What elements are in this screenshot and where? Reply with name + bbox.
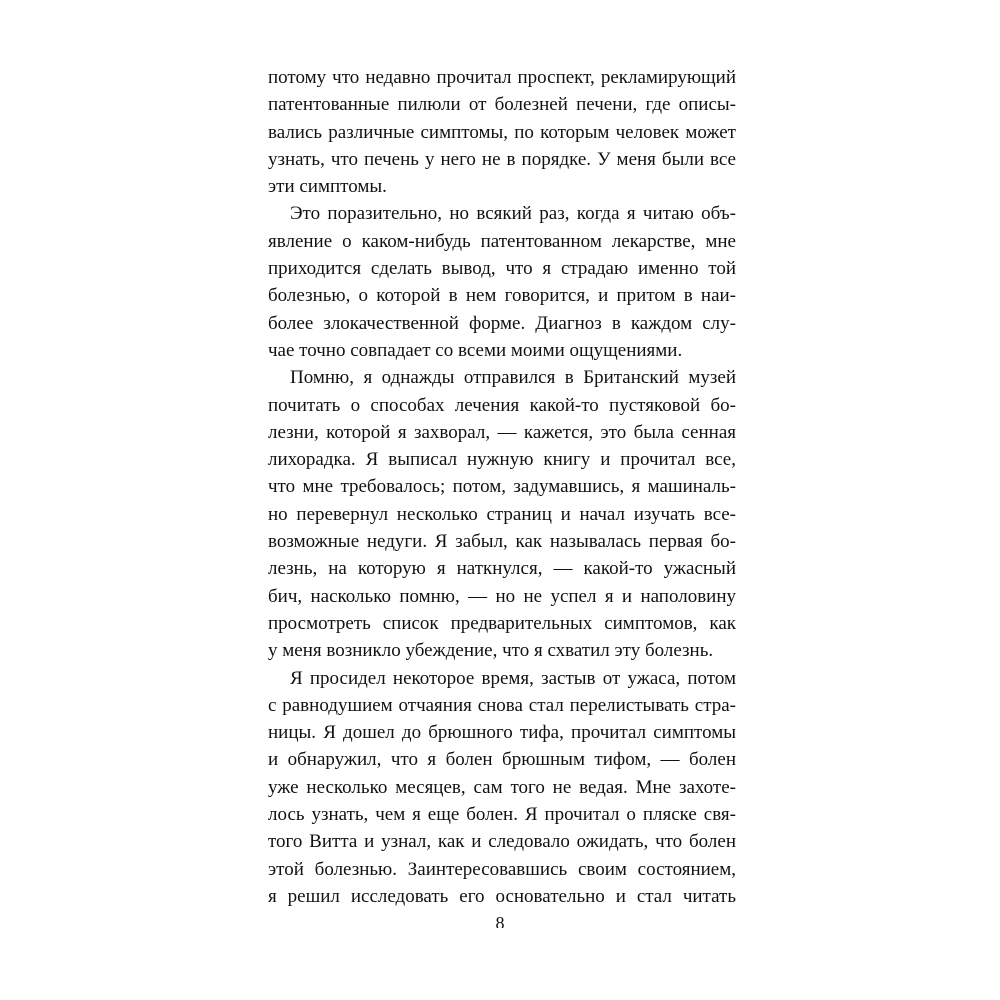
text-line: я решил исследовать его основательно и стал читать bbox=[268, 885, 736, 907]
text-line: уже несколько месяцев, сам того не ведая. Мне захоте- bbox=[268, 776, 736, 798]
text-line: Это поразительно, но всякий раз, когда я читаю объ- bbox=[290, 203, 736, 225]
text-line: с равнодушием отчаяния снова стал перелистывать стра- bbox=[268, 694, 736, 716]
text-line: просмотреть список предварительных симптомов, как bbox=[268, 612, 736, 634]
text-line: но перевернул несколько страниц и начал изучать все- bbox=[268, 503, 736, 525]
page-number: 8 bbox=[495, 914, 505, 928]
text-line: эти симптомы. bbox=[268, 176, 387, 198]
text-line: лихорадка. Я выписал нужную книгу и прочитал все, bbox=[268, 449, 736, 471]
text-line: и обнаружил, что я болен брюшным тифом, — болен bbox=[268, 749, 736, 771]
text-line: возможные недуги. Я забыл, как называлась первая бо- bbox=[268, 531, 736, 553]
text-line: узнать, что печень у него не в порядке. У меня были все bbox=[268, 148, 736, 170]
text-line: лось узнать, чем я еще болен. Я прочитал о пляске свя- bbox=[268, 804, 736, 826]
text-line: ницы. Я дошел до брюшного тифа, прочитал симптомы bbox=[268, 722, 736, 744]
text-line: что мне требовалось; потом, задумавшись, я машиналь- bbox=[268, 476, 736, 498]
text-line: этой болезнью. Заинтересовавшись своим состоянием, bbox=[268, 858, 736, 880]
text-line: явление о каком-нибудь патентованном лекарстве, мне bbox=[268, 230, 736, 252]
text-line: того Витта и узнал, как и следовало ожидать, что болен bbox=[268, 831, 736, 853]
text-line: Я просидел некоторое время, застыв от ужаса, потом bbox=[290, 667, 736, 689]
body-text bbox=[268, 64, 736, 910]
text-line: у меня возникло убеждение, что я схватил эту болезнь. bbox=[268, 640, 714, 662]
text-line: Помню, я однажды отправился в Британский музей bbox=[290, 367, 736, 389]
text-line: почитать о способах лечения какой-то пустяковой бо- bbox=[268, 394, 736, 416]
text-line: лезни, которой я захворал, — кажется, это была сенная bbox=[268, 421, 736, 443]
text-line: лезнь, на которую я наткнулся, — какой-то ужасный bbox=[268, 558, 736, 580]
text-line: бич, насколько помню, — но не успел я и наполовину bbox=[268, 585, 736, 607]
text-line: чае точно совпадает со всеми моими ощущениями. bbox=[268, 339, 683, 361]
text-line: более злокачественной форме. Диагноз в каждом слу- bbox=[268, 312, 736, 334]
text-line: патентованные пилюли от болезней печени, где описы- bbox=[268, 94, 736, 116]
text-line: потому что недавно прочитал проспект, рекламирующий bbox=[268, 67, 736, 88]
text-line: вались различные симптомы, по которым человек может bbox=[268, 121, 736, 143]
text-line: приходится сделать вывод, что я страдаю именно той bbox=[268, 258, 736, 280]
text-line: болезнью, о которой в нем говорится, и притом в наи- bbox=[268, 285, 736, 307]
